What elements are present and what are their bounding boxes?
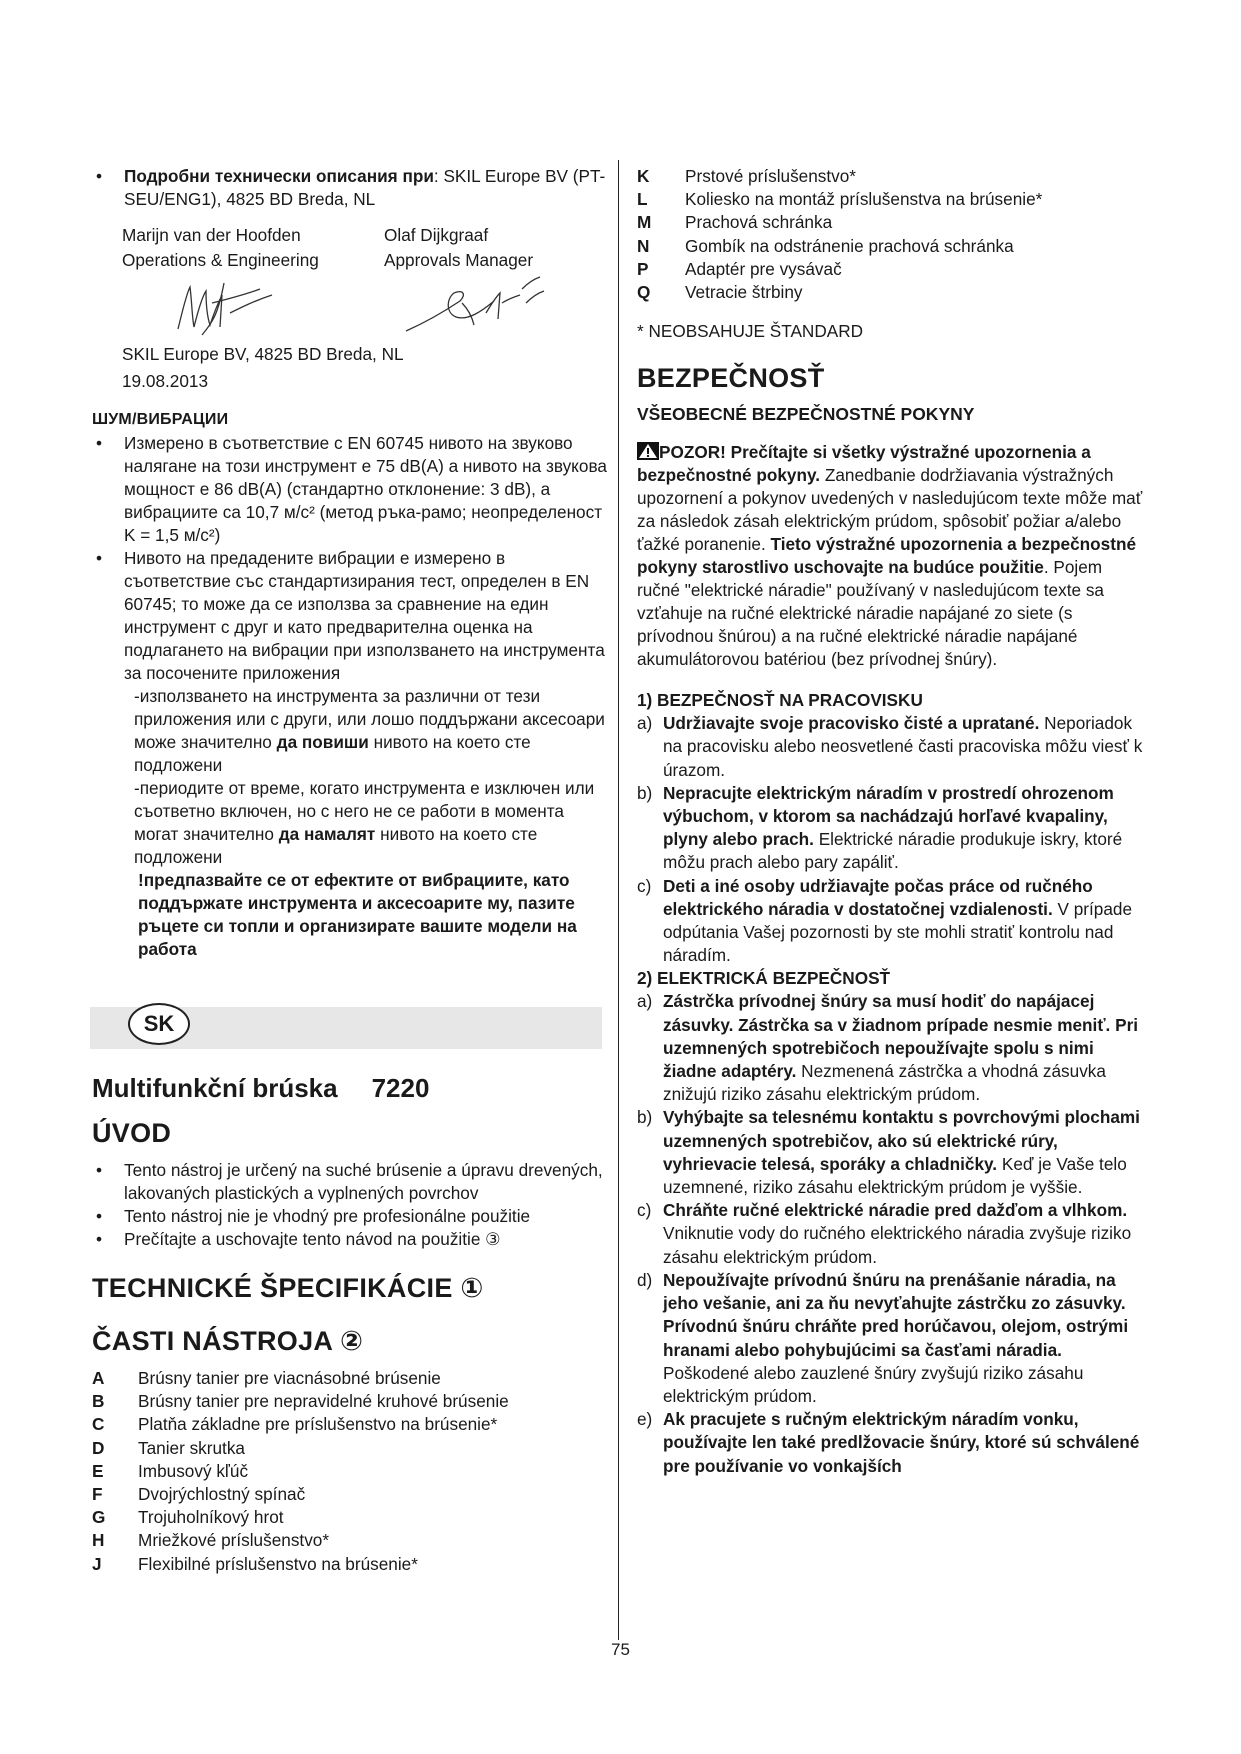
part-text: Flexibilné príslušenstvo na brúsenie* [138,1553,418,1574]
part-text: Trojuholníkový hrot [138,1507,284,1528]
list-item [637,712,1145,782]
noise-sub-2 [92,777,607,869]
intro-bullet-text: Prečítajte a uschovajte tento návod na použitie ③ [124,1229,501,1249]
item-body [663,1199,1145,1269]
signature-2-image [402,273,562,339]
list-item [637,188,1145,211]
signer-1 [122,223,384,273]
tech-spec-heading: TECHNICKÉ ŠPECIFIKÁCIE ① [92,1273,484,1303]
noise-sub-2-end: нивото на което сте подложени [134,824,538,867]
safety-heading: BEZPEČNOSŤ [637,363,825,394]
item-label: e) [637,1409,653,1430]
item-bold: Nepoužívajte prívodnú šnúru na prenášanie náradia, na jeho vešanie, ani za ňu nevyťahujte zástrčku zo zásuvky. Prívodnú šnúru chráňte pred horúčavou, olejom, ostrými hranami alebo pohybujúcimi sa časťami náradia. [663,1269,1129,1360]
part-letter: F [92,1484,103,1505]
spec-bullet-label: Подробни технически описания при [124,166,434,186]
item-bold: Zástrčka prívodnej šnúry sa musí hodiť do napájacej zásuvky. Zástrčka sa v žiadnom prípade nesmie meniť. Pri uzemnených spotrebičoch nepoužívajte spolu s nimi žiadne adaptéry. [663,991,1139,1082]
list-item [637,1199,1145,1269]
list-item [637,235,1145,258]
list-item [637,1269,1145,1408]
item-text: V prípade odpútania Vašej pozornosti by ste mohli stratiť kontrolu nad náradím. [663,898,1133,966]
left-column [92,165,607,1576]
list-item [637,875,1145,968]
item-bold: Chráňte ručné elektrické náradie pred dažďom a vlhkom. [663,1200,1128,1221]
item-label: c) [637,1200,652,1221]
noise-bullet-1 [92,432,607,547]
part-letter: D [92,1437,105,1458]
part-text: Imbusový kľúč [138,1460,249,1481]
item-label: a) [637,713,653,734]
warning-text-1: Zanedbanie dodržiavania výstražných upozornení a pokynov uvedených v nasledujúcom texte môže mať za následok zásah elektrickým prúdom, spôsobiť požiar a/alebo ťažké poranenie. [637,465,1143,555]
parts-list-right [637,165,1145,304]
warning-bold-1: POZOR! Prečítajte si všetky výstražné upozornenia a bezpečnostné pokyny. [637,442,1091,486]
list-item [637,990,1145,1106]
electrical-safety-heading: 2) ELEKTRICKÁ BEZPEČNOSŤ [637,968,891,989]
noise-bullet-2 [92,547,607,685]
item-text: Neporiadok na pracovisku alebo neosvetlené časti pracoviska môžu viesť k úrazom. [663,713,1143,780]
parts-list-left [92,1367,607,1576]
list-item [92,1413,607,1436]
noise-sub-1-text: -използването на инструмента за различни от тези приложения или с други, или лошо поддържани аксесоари може значително [134,686,605,752]
item-label: d) [637,1269,653,1290]
warning-paragraph [637,441,1145,671]
part-text: Tanier skrutka [138,1437,245,1458]
right-column [637,165,1145,1478]
bullet-dot: • [96,166,103,186]
company-address: SKIL Europe BV, 4825 BD Breda, NL [122,344,404,364]
part-text: Mriežkové príslušenstvo* [138,1530,330,1551]
signer-1-name: Marijn van der Hoofden [122,225,301,245]
intro-bullet-text: Tento nástroj nie je vhodný pre profesionálne použitie [124,1206,531,1226]
list-item [92,1367,607,1390]
product-title [92,1073,607,1104]
part-text: Koliesko na montáž príslušenstva na brúsenie* [685,189,1043,210]
part-letter: Q [637,282,651,303]
column-divider [618,160,619,1640]
part-letter: L [637,189,648,210]
language-badge: SK [128,1003,190,1045]
part-text: Platňa základne pre príslušenstvo na brúsenie* [138,1414,498,1435]
not-included-note: * NEOBSAHUJE ŠTANDARD [637,321,864,342]
bullet-dot: • [96,433,103,453]
part-letter: C [92,1414,105,1435]
signature-1-image [172,273,292,339]
list-item [92,1506,607,1529]
product-name: Multifunkční brúska [92,1073,338,1103]
warning-text-2: . Pojem ručné "elektrické náradie" používaný v nasledujúcom texte sa vzťahuje na ručné elektrické náradie napájané zo siete (s prívodnou šnúrou) a na ručné elektrické náradie napájané akumulátorovou batériou (bez prívodnej šnúry). [637,557,1104,670]
item-text: Elektrické náradie produkuje iskry, ktoré môžu prach alebo pary zapáliť. [663,829,1123,873]
item-label: b) [637,782,653,803]
product-model: 7220 [371,1073,430,1103]
bullet-dot: • [96,548,103,568]
intro-heading: ÚVOD [92,1118,172,1148]
part-letter: A [92,1368,105,1388]
noise-heading: ШУМ/ВИБРАЦИИ [92,411,229,428]
list-item [92,1483,607,1506]
item-body [663,1106,1145,1199]
parts-heading: ČASTI NÁSTROJA ② [92,1326,364,1356]
signature-date: 19.08.2013 [122,371,209,391]
noise-sub-2-bold: да намалят [278,824,376,844]
noise-sub-1-bold: да повиши [276,732,369,752]
list-item [637,258,1145,281]
noise-sub-2-text: -периодите от време, когато инструмента е изключен или съответно включен, но с него не се работи в момента могат значително [134,778,595,844]
spec-bullet-text: : SKIL Europe BV (PT-SEU/ENG1), 4825 BD Breda, NL [124,166,606,209]
page-number: 75 [611,1640,630,1659]
spec-bullet [92,165,607,211]
item-body [663,782,1145,875]
part-letter: N [637,235,650,256]
part-letter: G [92,1507,106,1528]
item-bold: Vyhýbajte sa telesnému kontaktu s povrchovými plochami uzemnených spotrebičov, ako sú elektrické rúry, vyhrievacie telesá, sporáky a chladničky. [663,1107,1140,1174]
part-text: Vetracie štrbiny [685,282,803,303]
signer-2 [384,223,533,273]
item-text: Poškodené alebo zauzlené šnúry zvyšujú riziko zásahu elektrickým prúdom. [663,1362,1084,1406]
item-body [663,875,1145,968]
list-item [637,211,1145,234]
noise-bullet-1-text: Измерено в съответствие с EN 60745 нивото на звуково налягане на този инструмент е 75 dB(A) а нивото на звукова мощност е 86 dB(A) (стандартно отклонение: 3 dB), а вибрациите са 10,7 м/с² (метод ръка-рамо; неопределеност K = 1,5 м/с²) [124,433,607,545]
part-letter: H [92,1530,105,1551]
part-text: Adaptér pre vysávač [685,258,842,279]
list-item [637,782,1145,875]
part-text: Brúsny tanier pre nepravidelné kruhové brúsenie [138,1391,509,1412]
work-area-safety-heading: 1) BEZPEČNOSŤ NA PRACOVISKU [637,690,923,711]
part-text: Prstové príslušenstvo* [685,166,856,186]
item-body [663,990,1145,1106]
item-bold: Deti a iné osoby udržiavajte počas práce od ručného elektrického náradia v dostatočnej vzdialenosti. [663,875,1093,919]
item-label: b) [637,1107,653,1128]
item-body [663,1408,1145,1478]
signatures [122,273,607,341]
part-letter: B [92,1391,105,1412]
list-item [92,1529,607,1552]
list-item [637,281,1145,304]
noise-sub-1-end: нивото на което сте подложени [134,732,531,775]
intro-bullet [92,1205,607,1228]
list-item [92,1390,607,1413]
bullet-dot: • [96,1160,103,1180]
list-item [637,1106,1145,1199]
item-body [663,1269,1145,1408]
intro-bullet [92,1228,607,1251]
list-item [637,1408,1145,1478]
noise-sub-1 [92,685,607,777]
item-text: Nezmenená zástrčka a vhodná zásuvka znižujú riziko zásahu elektrickým prúdom. [663,1061,1106,1105]
list-item [637,165,1145,188]
part-letter: E [92,1460,104,1481]
part-text: Gombík na odstránenie prachová schránka [685,235,1014,256]
list-item [92,1460,607,1483]
item-label: c) [637,875,652,896]
part-text: Prachová schránka [685,212,833,233]
item-body [663,712,1145,782]
item-text: Keď je Vaše telo uzemnené, riziko zásahu elektrickým prúdom je vyššie. [663,1153,1127,1198]
part-letter: J [92,1553,102,1574]
part-letter: P [637,258,649,279]
item-text: Vniknutie vody do ručného elektrického náradia zvyšuje riziko zásahu elektrickým prúdom. [663,1223,1132,1267]
item-label: a) [637,991,653,1012]
item-bold: Nepracujte elektrickým náradím v prostredí ohrozenom výbuchom, v ktorom sa nachádzajú horľavé kvapaliny, plyny alebo prach. [663,782,1114,850]
bullet-dot: • [96,1206,103,1226]
signer-2-role: Approvals Manager [384,250,534,270]
list-item [92,1437,607,1460]
noise-bullet-2-text: Нивото на предадените вибрации е измерено в съответствие със стандартизирания тест, определен в EN 60745; то може да се използва за сравнение на един инструмент с друг и като предварителна оценка на подлагането на вибрации при използването на инструмента за посочените приложения [124,548,605,683]
language-bar [90,1007,602,1049]
bullet-dot: • [96,1229,103,1249]
part-text: Dvojrýchlostný spínač [138,1484,306,1505]
item-bold: Ak pracujete s ručným elektrickým náradím vonku, používajte len také predlžovacie šnúry, ktoré sú schválené pre používanie vo vonkajších [663,1409,1140,1476]
signer-2-name: Olaf Dijkgraaf [384,225,489,245]
intro-bullet [92,1159,607,1205]
part-text: Brúsny tanier pre viacnásobné brúsenie [138,1368,441,1388]
intro-bullet-text: Tento nástroj je určený na suché brúsenie a úpravu drevených, lakovaných plastických a vyplnených povrchov [124,1160,603,1203]
warning-bold-2: Tieto výstražné upozornenia a bezpečnostné pokyny starostlivo uschovajte na budúce použitie [637,534,1137,578]
item-bold: Udržiavajte svoje pracovisko čisté a upratané. [663,713,1040,734]
part-letter: K [637,166,650,186]
warning-icon [637,442,659,460]
general-safety-heading: VŠEOBECNÉ BEZPEČNOSTNÉ POKYNY [637,404,975,425]
part-letter: M [637,212,652,233]
signers [92,223,607,273]
list-item [92,1553,607,1576]
noise-warning-bold: !предпазвайте се от ефектите от вибрациите, като поддържате инструмента и аксесоарите му, пазите ръцете си топли и организирате вашите модели на работа [138,870,577,959]
signer-1-role: Operations & Engineering [122,250,319,270]
